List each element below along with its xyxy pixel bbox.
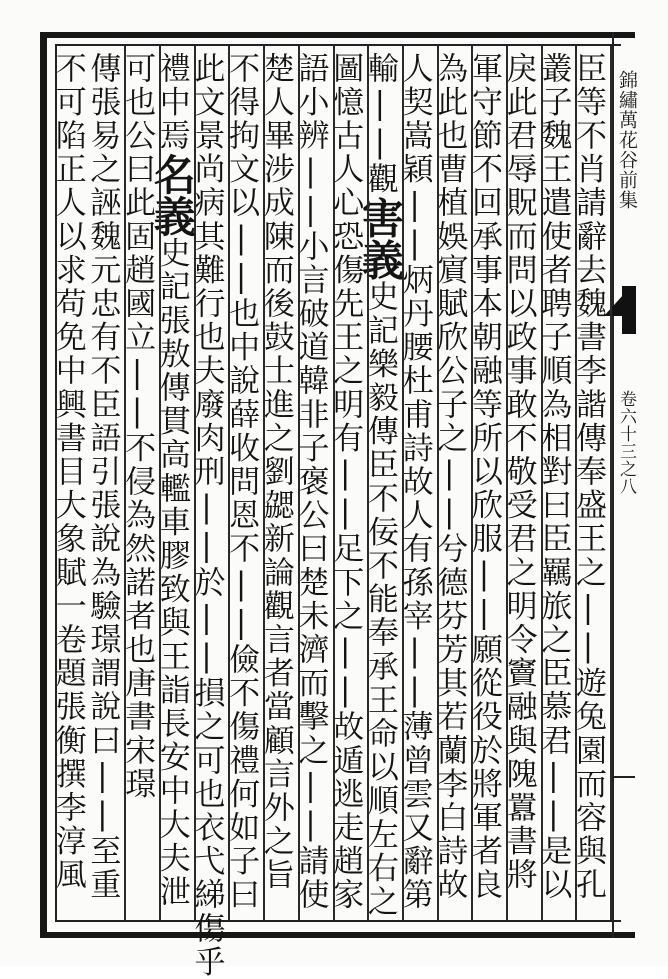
- text-column: [355, 46, 405, 920]
- text-segment: 禮中焉: [153, 52, 190, 153]
- text-segment: 戾此君辱貺而問以政事敢不敬受君之明令竇融與隗囂書將: [500, 52, 537, 892]
- text-column: [570, 46, 612, 920]
- column-text: [84, 46, 127, 918]
- column-text: [188, 46, 231, 979]
- text-segment: 臣等不肖請辭去魏書李諧傳奉盛王之||遊兔園而容與孔: [570, 52, 606, 902]
- column-text: [292, 46, 335, 918]
- text-column: [535, 46, 578, 920]
- text-column: [465, 46, 508, 920]
- entry-heading: 害義: [355, 196, 405, 281]
- fishtail-block: [622, 286, 636, 334]
- text-column: [223, 46, 265, 920]
- text-segment: 公曰此固趙國立||不侵為然諾者也唐書宋璟: [119, 119, 156, 802]
- text-segment: 楚人畢涉成陳而後鼓士進之劉勰新論觀言者當顧言外之旨: [257, 52, 294, 892]
- text-segment: 圖憶古人: [327, 52, 364, 187]
- column-text: [257, 46, 300, 918]
- text-column: [257, 46, 300, 920]
- text-column: [431, 46, 474, 920]
- column-text: [500, 46, 543, 918]
- text-segment: 語小辨||小言破道韓非子褒公曰楚未濟而擊之||請使: [292, 52, 329, 912]
- margin-volume: [614, 390, 635, 499]
- column-text: [223, 46, 265, 918]
- text-column: [396, 46, 439, 920]
- text-segment: 此文景尚病其難行也夫廢肉刑||於||損之可也衣弋綈傷乎: [188, 52, 225, 979]
- text-column: [119, 46, 161, 920]
- book-title-text: 錦繡萬花谷前集: [616, 70, 638, 210]
- column-text: [465, 46, 508, 918]
- text-segment: 傳張易之誣魏元忠有不臣語引張說為驗璟謂說曰||至重: [84, 52, 121, 902]
- text-segment: 輸||觀: [361, 52, 398, 197]
- margin-book-title: [614, 70, 638, 280]
- text-column: [500, 46, 543, 920]
- text-segment: 不得拘文以||也中說薛收問恩不||儉不傷禮何如子曰: [223, 52, 260, 912]
- text-column: [49, 46, 92, 920]
- column-text: [355, 46, 405, 919]
- text-column: [292, 46, 335, 920]
- text-segment: 軍守節不回承事本朝融等所以欣服||願從役於將軍者良: [465, 52, 502, 902]
- column-text: [570, 46, 612, 918]
- text-segment: 史記樂毅傳臣不佞不能奉承王命以順左右之: [361, 280, 398, 919]
- text-segment: 叢子魏王遣使者聘子順為相對曰臣羈旅之臣慕君||是以: [535, 52, 572, 902]
- text-segment: 人契嵩穎||炳丹腰杜甫詩故人有孫宰||薄曾雲又辭第: [396, 52, 433, 912]
- text-column: [327, 46, 370, 920]
- text-segment: 史記張敖傳貫高轞車膠致與王詣長安中大夫泄: [153, 236, 190, 909]
- text-column: [84, 46, 127, 920]
- text-segment: 可也: [119, 52, 156, 120]
- column-text: [396, 46, 439, 918]
- column-text: [49, 46, 92, 918]
- text-segment: 為此也曹植娛賔賦欣公子之||兮德芬芳其若蘭李白詩故: [431, 52, 468, 902]
- text-segment: 不可陷正人以求苟免中興書目大象賦一卷題張衡撰李淳風: [49, 52, 86, 892]
- column-text: [327, 46, 370, 918]
- column-text: [147, 46, 197, 918]
- text-column: [147, 46, 197, 920]
- column-text: [431, 46, 474, 918]
- volume-text: 卷六十三之八: [616, 390, 636, 495]
- column-text: [119, 46, 161, 918]
- text-column: [188, 46, 231, 979]
- entry-heading: 名義: [147, 152, 197, 237]
- column-text: [535, 46, 578, 918]
- lower-fishtail-line: [612, 776, 635, 786]
- text-segment: 心恐傷先王之明有||足下之||故遁逃走趙家: [327, 186, 364, 913]
